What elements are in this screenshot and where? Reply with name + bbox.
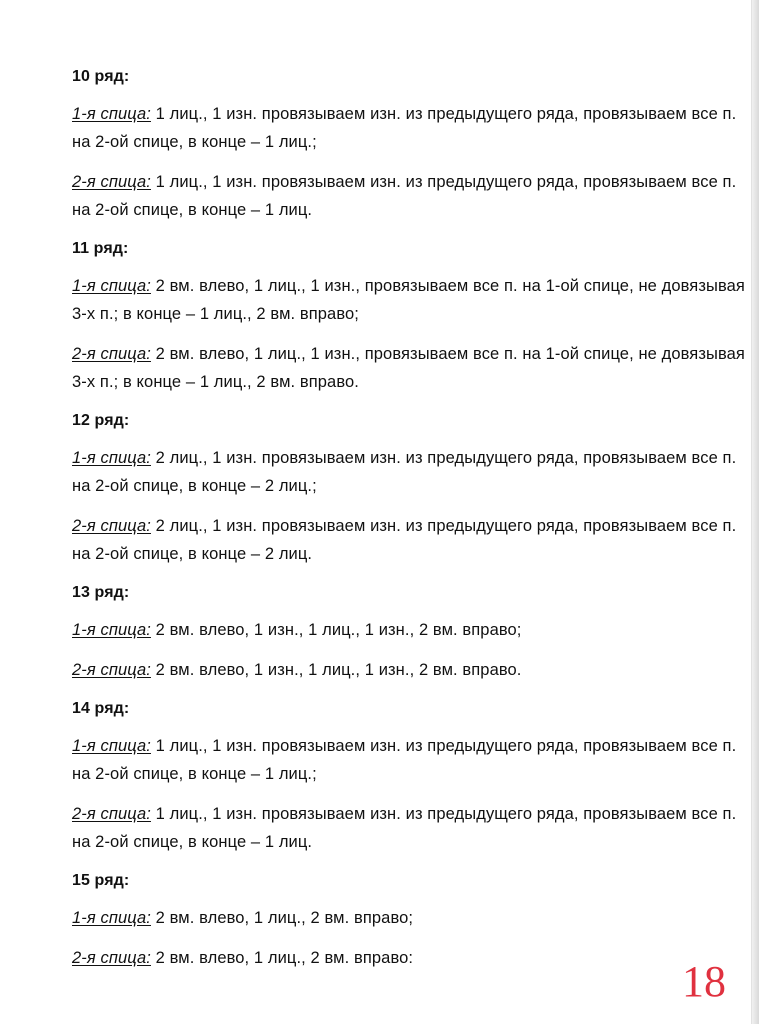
needle-label: 1-я спица: — [72, 621, 151, 639]
row-section-12 — [72, 408, 747, 568]
needle-label: 1-я спица: — [72, 277, 151, 295]
row-title: 11 ряд: — [72, 240, 129, 257]
needle-label: 2-я спица: — [72, 661, 151, 679]
row-title: 10 ряд: — [72, 68, 130, 85]
instruction-text: 2 лиц., 1 изн. провязываем изн. из предыдущего ряда, провязываем все п. на 2-ой спице, в конце – 2 лиц.; — [72, 449, 737, 495]
document-body — [72, 64, 747, 984]
needle-instruction — [72, 800, 747, 856]
needle-instruction — [72, 100, 747, 156]
needle-label: 2-я спица: — [72, 517, 151, 535]
row-section-10 — [72, 64, 747, 224]
needle-label: 2-я спица: — [72, 173, 151, 191]
needle-instruction — [72, 944, 747, 972]
row-section-11 — [72, 236, 747, 396]
instruction-text: 2 лиц., 1 изн. провязываем изн. из предыдущего ряда, провязываем все п. на 2-ой спице, в конце – 2 лиц. — [72, 517, 737, 563]
needle-label: 1-я спица: — [72, 737, 151, 755]
needle-instruction — [72, 512, 747, 568]
instruction-text: 2 вм. влево, 1 изн., 1 лиц., 1 изн., 2 вм. вправо. — [150, 661, 522, 679]
page-number: 18 — [682, 957, 726, 1006]
instruction-text: 2 вм. влево, 1 лиц., 1 изн., провязываем все п. на 1-ой спице, не довязывая 3-х п.; в конце – 1 лиц., 2 вм. вправо. — [72, 345, 745, 391]
needle-label: 2-я спица: — [72, 805, 151, 823]
instruction-text: 2 вм. влево, 1 изн., 1 лиц., 1 изн., 2 вм. вправо; — [150, 621, 522, 639]
instruction-text: 1 лиц., 1 изн. провязываем изн. из предыдущего ряда, провязываем все п. на 2-ой спице, в конце – 1 лиц. — [72, 805, 737, 851]
row-title: 12 ряд: — [72, 412, 130, 429]
row-title: 15 ряд: — [72, 872, 130, 889]
needle-instruction — [72, 904, 747, 932]
needle-instruction — [72, 732, 747, 788]
instruction-text: 1 лиц., 1 изн. провязываем изн. из предыдущего ряда, провязываем все п. на 2-ой спице, в конце – 1 лиц. — [72, 173, 737, 219]
needle-instruction — [72, 340, 747, 396]
row-title: 13 ряд: — [72, 584, 130, 601]
needle-label: 1-я спица: — [72, 909, 151, 927]
needle-instruction — [72, 272, 747, 328]
needle-instruction — [72, 444, 747, 500]
instruction-text: 2 вм. влево, 1 лиц., 2 вм. вправо; — [150, 909, 414, 927]
needle-label: 1-я спица: — [72, 449, 151, 467]
needle-label: 1-я спица: — [72, 105, 151, 123]
needle-label: 2-я спица: — [72, 949, 151, 967]
needle-label: 2-я спица: — [72, 345, 151, 363]
needle-instruction — [72, 656, 747, 684]
instruction-text: 1 лиц., 1 изн. провязываем изн. из предыдущего ряда, провязываем все п. на 2-ой спице, в конце – 1 лиц.; — [72, 737, 737, 783]
page-edge — [751, 0, 759, 1024]
row-section-13 — [72, 580, 747, 684]
row-section-15 — [72, 868, 747, 972]
needle-instruction — [72, 168, 747, 224]
instruction-text: 1 лиц., 1 изн. провязываем изн. из предыдущего ряда, провязываем все п. на 2-ой спице, в конце – 1 лиц.; — [72, 105, 737, 151]
row-section-14 — [72, 696, 747, 856]
row-title: 14 ряд: — [72, 700, 130, 717]
instruction-text: 2 вм. влево, 1 лиц., 2 вм. вправо: — [150, 949, 414, 967]
needle-instruction — [72, 616, 747, 644]
instruction-text: 2 вм. влево, 1 лиц., 1 изн., провязываем все п. на 1-ой спице, не довязывая 3-х п.; в конце – 1 лиц., 2 вм. вправо; — [72, 277, 745, 323]
